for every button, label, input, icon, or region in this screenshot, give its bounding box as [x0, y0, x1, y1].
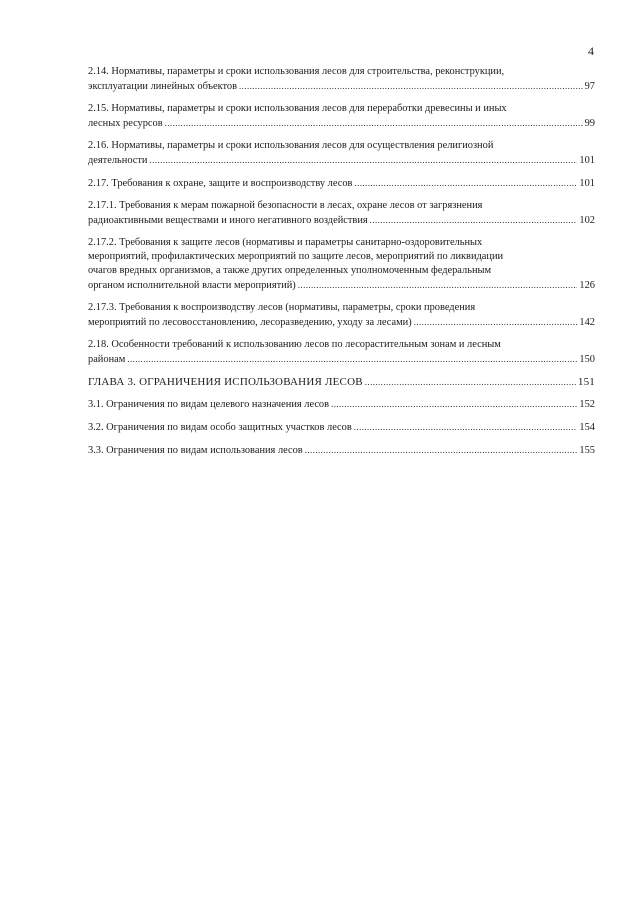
toc-entry-title: деятельности [88, 155, 148, 166]
toc-entry-page: 155 [579, 445, 595, 456]
toc-entry-page: 142 [579, 317, 595, 328]
toc-entry-title: 3.3. Ограничения по видам использования лесов [88, 445, 303, 456]
toc-entry-title: мероприятий по лесовосстановлению, лесоразведению, уходу за лесами) [88, 317, 412, 328]
dot-leader [365, 375, 576, 389]
dot-leader [149, 153, 577, 167]
toc-entry-3-1[interactable] [88, 397, 595, 412]
dot-leader [127, 352, 577, 366]
toc-entry-page: 101 [579, 155, 595, 166]
toc-entry-line: очагов вредных организмов, а также других определенных уполномоченным федеральным [88, 265, 492, 276]
toc-entry-line: мероприятий, профилактических мероприятий по защите лесов, мероприятий по ликвидации [88, 251, 504, 262]
toc-entry-title: районам [88, 354, 126, 365]
toc-entry-3-3[interactable] [88, 443, 595, 458]
dot-leader [239, 79, 583, 93]
toc-entry-2-14[interactable] [88, 65, 595, 94]
dot-leader [354, 176, 577, 190]
dot-leader [414, 315, 578, 329]
toc-entry-page: 152 [579, 399, 595, 410]
toc-entry-chapter-3[interactable] [88, 375, 595, 389]
toc-entry-title: 3.2. Ограничения по видам особо защитных участков лесов [88, 422, 352, 433]
toc-entry-2-16[interactable] [88, 139, 595, 168]
page-number: 4 [588, 44, 594, 58]
toc-entry-page: 99 [584, 118, 595, 129]
toc-entry-page: 102 [579, 215, 595, 226]
toc-entry-page: 151 [577, 376, 595, 388]
toc-entry-3-2[interactable] [88, 420, 595, 435]
toc-entry-title: 3.1. Ограничения по видам целевого назначения лесов [88, 399, 330, 410]
dot-leader [305, 443, 578, 457]
toc-entry-title: эксплуатации линейных объектов [88, 81, 238, 92]
toc-entry-page: 154 [579, 422, 595, 433]
toc-entry-line: 2.18. Особенности требований к использованию лесов по лесорастительным зонам и лесным [88, 339, 501, 350]
toc-entry-2-18[interactable] [88, 338, 595, 367]
toc-entry-title: 2.17. Требования к охране, защите и воспроизводству лесов [88, 178, 353, 189]
dot-leader [354, 420, 578, 434]
toc-entry-title: ГЛАВА 3. ОГРАНИЧЕНИЯ ИСПОЛЬЗОВАНИЯ ЛЕСОВ [88, 376, 363, 388]
toc-entry-2-17-3[interactable] [88, 301, 595, 330]
toc-entry-title: органом исполнительной власти мероприятий) [88, 280, 296, 291]
dot-leader [331, 397, 577, 411]
toc-entry-line: 2.17.3. Требования к воспроизводству лесов (нормативы, параметры, сроки проведения [88, 302, 476, 313]
dot-leader [165, 116, 583, 130]
toc-entry-line: 2.17.1. Требования к мерам пожарной безопасности в лесах, охране лесов от загрязнения [88, 200, 483, 211]
toc-entry-2-17[interactable] [88, 176, 595, 191]
dot-leader [370, 213, 578, 227]
toc-entry-page: 150 [579, 354, 595, 365]
toc-entry-line: 2.15. Нормативы, параметры и сроки использования лесов для переработки древесины и иных [88, 103, 507, 114]
toc-entry-line: 2.16. Нормативы, параметры и сроки использования лесов для осуществления религиозной [88, 140, 494, 151]
toc-entry-line: 2.17.2. Требования к защите лесов (нормативы и параметры санитарно-оздоровительных [88, 237, 483, 248]
toc-entry-2-17-1[interactable] [88, 199, 595, 228]
toc-entry-line: 2.14. Нормативы, параметры и сроки использования лесов для строительства, реконструкции, [88, 66, 505, 77]
toc-entry-page: 126 [579, 280, 595, 291]
toc-entry-2-17-2[interactable] [88, 236, 595, 293]
toc-entry-title: радиоактивными веществами и иного негативного воздействия [88, 215, 368, 226]
toc-entry-page: 97 [584, 81, 595, 92]
toc-entry-page: 101 [579, 178, 595, 189]
toc-entry-title: лесных ресурсов [88, 118, 163, 129]
toc-entry-2-15[interactable] [88, 102, 595, 131]
table-of-contents [88, 65, 595, 466]
dot-leader [298, 278, 578, 292]
